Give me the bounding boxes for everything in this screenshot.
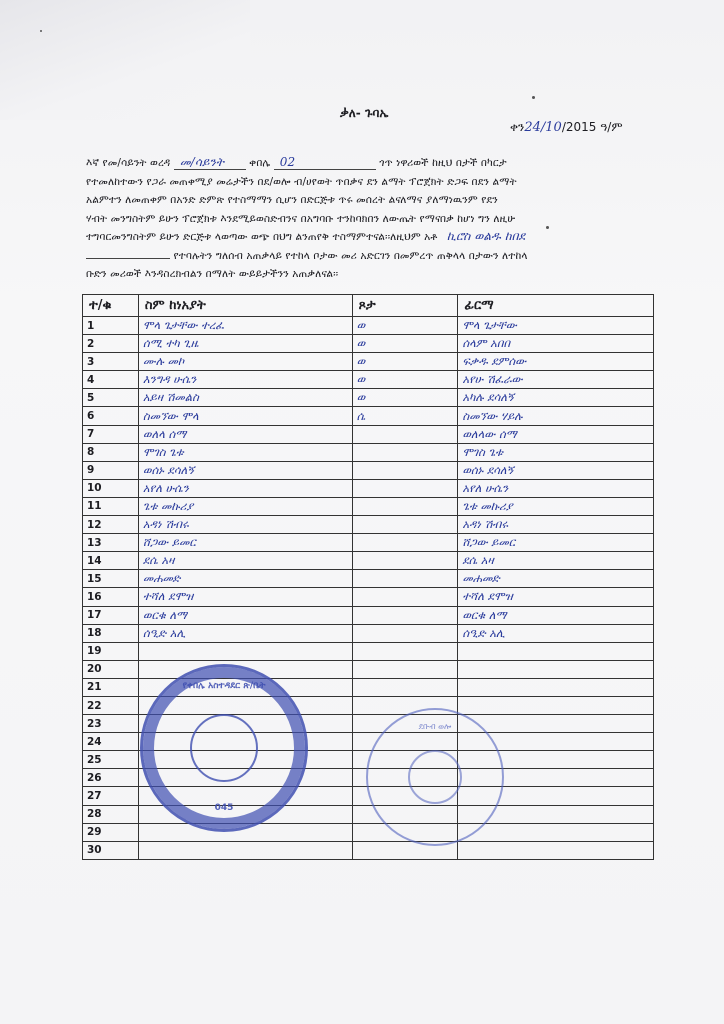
- row-sex: ሴ: [352, 407, 458, 425]
- body-line-1: [86, 154, 666, 173]
- header-signature: ፊርማ: [458, 295, 654, 317]
- body-line-3: አልምተን ለመጠቀም በአንድ ድምጽ የተስማማን ሲሆን በድርጅቱ ጥሩ መሰረት ልናለማና ያለማነዉንም የደን: [86, 194, 498, 206]
- page-fold-shading: [0, 0, 250, 120]
- row-signature: አየለ ሁሴን: [458, 479, 654, 497]
- row-full-name: ወለላ ሰማ: [138, 425, 352, 443]
- document-title: ቃለ- ጉባኤ: [340, 106, 389, 120]
- row-sex: [352, 461, 458, 479]
- row-signature: ተሻለ ደሞዝ: [458, 588, 654, 606]
- header-full-name: ስም ከነአያት: [138, 295, 352, 317]
- row-sex: ወ: [352, 317, 458, 335]
- body-line-4: ሃብት መንግስትም ይሁን ፕሮጀክቱ እንደሚይወስድብንና በአግባቡ ተንከባክበን ለውጤት የማናበቃ ከሆነ ግን ለዚሁ: [86, 212, 516, 225]
- left-official-stamp: [140, 664, 308, 832]
- row-full-name: ደሴ አዛ: [138, 552, 352, 570]
- row-number: 6: [83, 407, 139, 425]
- date-line: [510, 120, 623, 135]
- row-number: 12: [83, 516, 139, 534]
- row-number: 20: [83, 660, 139, 678]
- row-full-name: መሐመድ: [138, 570, 352, 588]
- row-full-name: ሞገስ ጌቱ: [138, 443, 352, 461]
- row-number: 25: [83, 751, 139, 769]
- date-handwritten: 24/10: [524, 120, 562, 135]
- row-sex: [352, 552, 458, 570]
- right-official-stamp: [366, 708, 504, 846]
- row-number: 22: [83, 696, 139, 714]
- date-suffix: /2015 ዓ/ም: [561, 120, 623, 134]
- paper-speck: [532, 96, 535, 99]
- row-signature: ወሰኑ ደሳለኝ: [458, 461, 654, 479]
- line5-part-a: ተግባርመንግስትም ይሁን ድርጅቱ ላወጣው ወጭ በህግ ልንጠየቅ ተስማምተናል፡፡ለዚህም አቶ: [86, 231, 438, 243]
- row-full-name: ወሰኑ ደሳለኝ: [138, 461, 352, 479]
- table-row: [83, 660, 654, 678]
- row-full-name: ሰሚ ተካ ጊዜ: [138, 335, 352, 353]
- leader-name-fill: ኪሮስ ወልዱ ከበደ: [446, 229, 526, 243]
- table-row: [83, 624, 654, 642]
- row-sex: ወ: [352, 353, 458, 371]
- line1-part-a: እኛ የመ/ሳይንት ወረዳ: [86, 157, 171, 169]
- row-full-name: ጌቱ መኩሪያ: [138, 497, 352, 515]
- row-sex: [352, 660, 458, 678]
- row-number: 11: [83, 497, 139, 515]
- row-signature: ሞገስ ጌቱ: [458, 443, 654, 461]
- row-sex: [352, 516, 458, 534]
- row-signature: ፍቃዱ ደምሰው: [458, 353, 654, 371]
- table-row: [83, 570, 654, 588]
- line1-part-c: ጎጥ ነዋሪወች ከዚህ በታች በካርታ: [379, 157, 507, 169]
- table-row: [83, 588, 654, 606]
- row-signature: [458, 841, 654, 859]
- table-row: [83, 407, 654, 425]
- row-number: 21: [83, 678, 139, 696]
- row-sex: [352, 570, 458, 588]
- row-sex: ወ: [352, 389, 458, 407]
- row-number: 10: [83, 479, 139, 497]
- row-sex: [352, 443, 458, 461]
- body-line-5: [86, 228, 666, 247]
- row-signature: [458, 715, 654, 733]
- body-line-2: የተመለከተውን የጋራ መጠቀሚያ መሬታችን በደ/ወሎ ብ/ሀየወት ጥበቃና ደን ልማት ፕሮጀክት ድጋፍ በደን ልማት: [86, 175, 517, 188]
- row-signature: ሰላም አበበ: [458, 335, 654, 353]
- row-sex: ወ: [352, 335, 458, 353]
- table-row: [83, 823, 654, 841]
- row-number: 14: [83, 552, 139, 570]
- row-number: 27: [83, 787, 139, 805]
- table-row: [83, 642, 654, 660]
- line6-part-b: የተባሉትን ግለሰብ አጠቃላይ የተከላ ቦታው መሪ አድርገን በመምረጥ ጠቅላላ በታውን ለተከላ: [173, 249, 528, 262]
- row-signature: መሐመድ: [458, 570, 654, 588]
- minutes-body: [86, 154, 666, 284]
- table-row: [83, 425, 654, 443]
- row-full-name: እንግዳ ሁሴን: [138, 371, 352, 389]
- table-row: [83, 317, 654, 335]
- row-signature: [458, 696, 654, 714]
- right-stamp-ring-text: ደቡብ ወሎ: [418, 722, 452, 731]
- row-signature: አካሉ ደሳለኝ: [458, 389, 654, 407]
- table-row: [83, 534, 654, 552]
- row-signature: ሞላ ጌታቸው: [458, 317, 654, 335]
- header-sex: ጾታ: [352, 295, 458, 317]
- row-number: 23: [83, 715, 139, 733]
- table-header-row: [83, 295, 654, 317]
- row-number: 1: [83, 317, 139, 335]
- row-number: 28: [83, 805, 139, 823]
- table-row: [83, 479, 654, 497]
- row-full-name: ሙሉ መኮ: [138, 353, 352, 371]
- left-stamp-emblem: [190, 714, 258, 782]
- row-number: 8: [83, 443, 139, 461]
- left-stamp-number: 045: [214, 803, 234, 813]
- row-full-name: አዳነ ሽብሩ: [138, 516, 352, 534]
- row-number: 15: [83, 570, 139, 588]
- row-full-name: ወርቁ ለማ: [138, 606, 352, 624]
- row-sex: [352, 624, 458, 642]
- header-number: ተ/ቁ: [83, 295, 139, 317]
- row-sex: [352, 678, 458, 696]
- row-number: 16: [83, 588, 139, 606]
- row-signature: ጌቱ መኩሪያ: [458, 497, 654, 515]
- blank-fill: [86, 258, 170, 259]
- row-number: 17: [83, 606, 139, 624]
- row-sex: [352, 606, 458, 624]
- row-signature: ሰዒድ አሊ: [458, 624, 654, 642]
- row-full-name: ሸጋው ይመር: [138, 534, 352, 552]
- row-signature: [458, 642, 654, 660]
- row-full-name: [138, 841, 352, 859]
- row-signature: [458, 660, 654, 678]
- row-signature: ደሴ አዛ: [458, 552, 654, 570]
- line1-part-b: ቀበሌ: [249, 157, 271, 169]
- row-sex: [352, 534, 458, 552]
- table-row: [83, 461, 654, 479]
- row-sex: [352, 425, 458, 443]
- row-number: 24: [83, 733, 139, 751]
- row-full-name: አየለ ሁሴን: [138, 479, 352, 497]
- row-number: 26: [83, 769, 139, 787]
- row-sex: [352, 642, 458, 660]
- row-sex: [352, 479, 458, 497]
- row-number: 7: [83, 425, 139, 443]
- table-row: [83, 841, 654, 859]
- row-signature: ወለላው ሰማ: [458, 425, 654, 443]
- row-signature: [458, 678, 654, 696]
- kebele-fill: 02: [274, 156, 376, 170]
- table-row: [83, 552, 654, 570]
- row-number: 3: [83, 353, 139, 371]
- body-line-6: [86, 247, 666, 266]
- row-sex: ወ: [352, 371, 458, 389]
- paper-speck: [546, 226, 549, 229]
- row-full-name: [138, 642, 352, 660]
- row-number: 2: [83, 335, 139, 353]
- row-number: 19: [83, 642, 139, 660]
- table-row: [83, 371, 654, 389]
- row-full-name: ሞላ ጌታቸው ተረፈ: [138, 317, 352, 335]
- table-row: [83, 335, 654, 353]
- row-number: 9: [83, 461, 139, 479]
- row-full-name: አይዛ ሽመልስ: [138, 389, 352, 407]
- table-row: [83, 516, 654, 534]
- row-sex: [352, 588, 458, 606]
- row-full-name: ተሻለ ደሞዝ: [138, 588, 352, 606]
- body-line-7: ቡድን መሪወች እንዳስረክብልን በማለት ውይይታችንን አጠቃለናል፡፡: [86, 268, 339, 280]
- row-signature: ወርቁ ለማ: [458, 606, 654, 624]
- row-full-name: ሰዒድ አሊ: [138, 624, 352, 642]
- row-full-name: ስመኘው ሞላ: [138, 407, 352, 425]
- paper-speck: [40, 30, 42, 32]
- table-row: [83, 443, 654, 461]
- row-signature: [458, 823, 654, 841]
- woreda-fill: መ/ሳይንት: [174, 156, 246, 170]
- row-sex: [352, 497, 458, 515]
- table-row: [83, 606, 654, 624]
- row-number: 30: [83, 841, 139, 859]
- row-signature: አዳነ ሽብሩ: [458, 516, 654, 534]
- row-number: 4: [83, 371, 139, 389]
- date-label: ቀን: [510, 120, 525, 134]
- row-number: 18: [83, 624, 139, 642]
- row-number: 13: [83, 534, 139, 552]
- table-row: [83, 353, 654, 371]
- row-signature: ስመኘው ሃይሉ: [458, 407, 654, 425]
- left-stamp-ring-text: የቀበሌ አስተዳደር ጽ/ቤት: [182, 681, 266, 691]
- table-row: [83, 389, 654, 407]
- table-row: [83, 497, 654, 515]
- row-number: 5: [83, 389, 139, 407]
- right-stamp-emblem: [408, 750, 462, 804]
- row-number: 29: [83, 823, 139, 841]
- row-signature: አየሁ ሽፈራው: [458, 371, 654, 389]
- row-signature: ሸጋው ይመር: [458, 534, 654, 552]
